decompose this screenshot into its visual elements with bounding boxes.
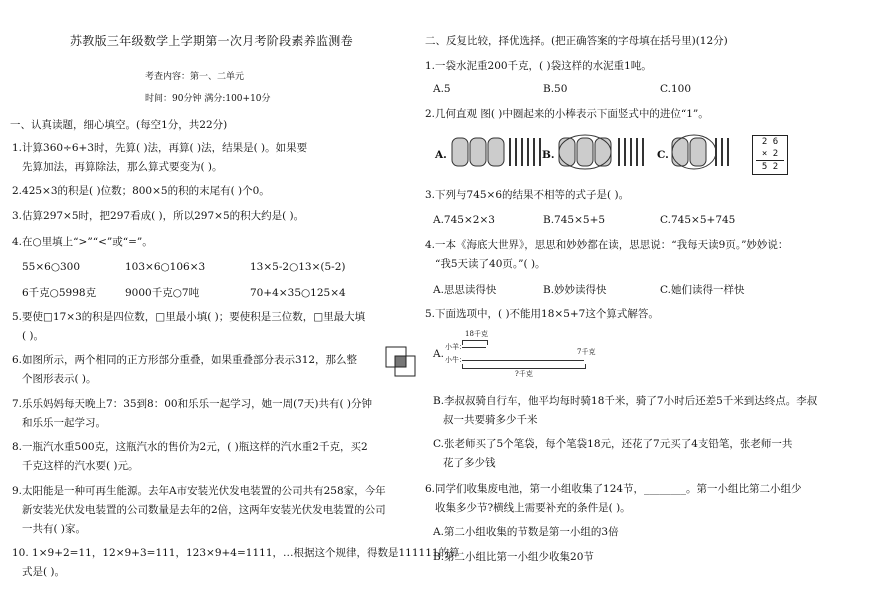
q10-line2: 式是( )。 <box>22 566 66 578</box>
s2-q2-text: 2.几何直观 图( )中圈起来的小棒表示下面竖式中的进位“1”。 <box>425 108 709 120</box>
q6-line1: 6.如图所示，两个相同的正方形部分重叠，如果重叠部分表示312，那么整 <box>12 354 358 366</box>
q5-line1: 5.要使□17×3的积是四位数，□里最小填( )；要使积是三位数，□里最大填 <box>12 311 366 323</box>
q6-line2: 个图形表示( )。 <box>22 373 97 385</box>
q4-item: 9000千克○7吨 <box>125 287 200 299</box>
q5-line2: ( )。 <box>22 330 45 342</box>
s2-q1-option: C.100 <box>660 83 692 95</box>
s2-q4-option: A.思思读得快 <box>433 284 497 296</box>
q9-line3: 一共有( )家。 <box>22 523 87 535</box>
q4-item: 6千克○5998克 <box>22 287 97 299</box>
q10-line1: 10. 1×9+2=11，12×9+3=111，123×9+4=1111，…根据这个规律，得数是111111的算 <box>12 547 460 559</box>
segment-row2-label: 小牛： <box>445 356 466 364</box>
s2-q5-option-b-line2: 叔一共要骑多少千米 <box>443 414 538 426</box>
s2-q1-text: 1.一袋水泥重200千克，( )袋这样的水泥重1吨。 <box>425 60 652 72</box>
segment-long-line <box>462 360 584 361</box>
s2-q3-option: B.745×5+5 <box>543 214 606 226</box>
segment-row1-label: 小羊： <box>445 343 466 351</box>
s2-q4-line2: “我5天读了40页。”( )。 <box>435 258 546 270</box>
s2-q5-text: 5.下面选项中，( )不能用18×5+7这个算式解答。 <box>425 308 659 320</box>
s2-q4-line1: 4.一本《海底大世界》，思思和妙妙都在读，思思说：“我每天读9页。”妙妙说： <box>425 239 789 251</box>
q9-line1: 9.太阳能是一种可再生能源。去年A市安装光伏发电装置的公司共有258家，今年 <box>12 485 386 497</box>
s2-q3-text: 3.下列与745×6的结果不相等的式子是( )。 <box>425 189 630 201</box>
stick-bundles-c-image <box>670 132 735 170</box>
q2-text: 2.425×3的积是( )位数；800×5的积的末尾有( )个0。 <box>12 185 270 197</box>
s2-q2-label-c: C. <box>657 149 669 161</box>
q4-item: 103×6○106×3 <box>125 261 206 273</box>
q8-line2: 千克这样的汽水要( )元。 <box>22 460 139 472</box>
s2-q2-label-a: A. <box>435 149 447 161</box>
q4-text: 4.在○里填上“>”“<”或“=”。 <box>12 236 153 248</box>
s2-q6-option: B.第二小组比第一小组少收集20节 <box>433 551 594 563</box>
s2-q5-option-c-line2: 花了多少钱 <box>443 457 496 469</box>
section2-heading: 二、反复比较，择优选择。(把正确答案的字母填在括号里)(12分) <box>425 35 728 47</box>
segment-short-line <box>462 347 486 348</box>
q3-text: 3.估算297×5时，把297看成( )，所以297×5的积大约是( )。 <box>12 210 305 222</box>
s2-q3-option: C.745×5+745 <box>660 214 736 226</box>
q8-line1: 8.一瓶汽水重500克，这瓶汽水的售价为2元，( )瓶这样的汽水重2千克，买2 <box>12 441 368 453</box>
page-title: 苏教版三年级数学上学期第一次月考阶段素养监测卷 <box>70 34 353 48</box>
q4-item: 70+4×35○125×4 <box>250 287 346 299</box>
calc-row: 5 2 <box>761 162 779 172</box>
s2-q2-label-b: B. <box>542 149 555 161</box>
q1-line2: 先算加法，再算除法，那么算式要变为( )。 <box>22 161 223 173</box>
overlapping-squares-figure <box>384 345 418 379</box>
s2-q4-option: C.她们读得一样快 <box>660 284 745 296</box>
stick-bundles-a-image <box>450 132 545 170</box>
q1-line1: 1.计算360÷6+3时，先算( )法，再算( )法，结果是( )。如果要 <box>12 142 308 154</box>
s2-q3-option: A.745×2×3 <box>433 214 495 226</box>
calc-row: × 2 <box>756 148 784 161</box>
s2-q5-option-b-line1: B.李叔叔骑自行车，他平均每时骑18千米，骑了7小时后还差5千米到达终点。李叔 <box>433 395 818 407</box>
vertical-multiplication-box <box>752 135 788 175</box>
segment-bottom-brace <box>462 364 586 369</box>
q4-item: 13×5-2○13×(5-2) <box>250 261 346 273</box>
s2-q5-option-a-label: A. <box>433 348 444 360</box>
segment-right-label: 7千克 <box>577 348 596 356</box>
exam-time: 时间：90分钟 满分:100+10分 <box>145 94 271 104</box>
s2-q6-option: A.第二小组收集的节数是第一小组的3倍 <box>433 526 619 538</box>
segment-bottom-label: ?千克 <box>515 370 533 378</box>
q4-item: 55×6○300 <box>22 261 81 273</box>
s2-q6-line2: 收集多少节?横线上需要补充的条件是( )。 <box>435 502 631 514</box>
segment-top-label: 18千克 <box>465 330 488 338</box>
s2-q5-option-c-line1: C.张老师买了5个笔袋，每个笔袋18元，还花了7元买了4支铅笔，张老师一共 <box>433 438 793 450</box>
s2-q1-option: A.5 <box>433 83 451 95</box>
s2-q4-option: B.妙妙读得快 <box>543 284 607 296</box>
section1-heading: 一、认真读题，细心填空。(每空1分，共22分) <box>10 119 228 131</box>
q7-line1: 7.乐乐妈妈每天晚上7：35到8：00和乐乐一起学习，她一周(7天)共有( )分钟 <box>12 398 373 410</box>
s2-q1-option: B.50 <box>543 83 568 95</box>
exam-scope: 考查内容：第一、二单元 <box>145 72 245 82</box>
calc-row: 2 6 <box>761 137 779 147</box>
q9-line2: 新安装光伏发电装置的公司数量是去年的2倍，这两年安装光伏发电装置的公司 <box>22 504 386 516</box>
q7-line2: 和乐乐一起学习。 <box>22 417 106 429</box>
segment-diagram <box>445 330 605 382</box>
s2-q6-line1: 6.同学们收集废电池，第一小组收集了124节，________。第一小组比第二小组少 <box>425 483 802 495</box>
stick-bundles-b-image <box>557 132 649 170</box>
